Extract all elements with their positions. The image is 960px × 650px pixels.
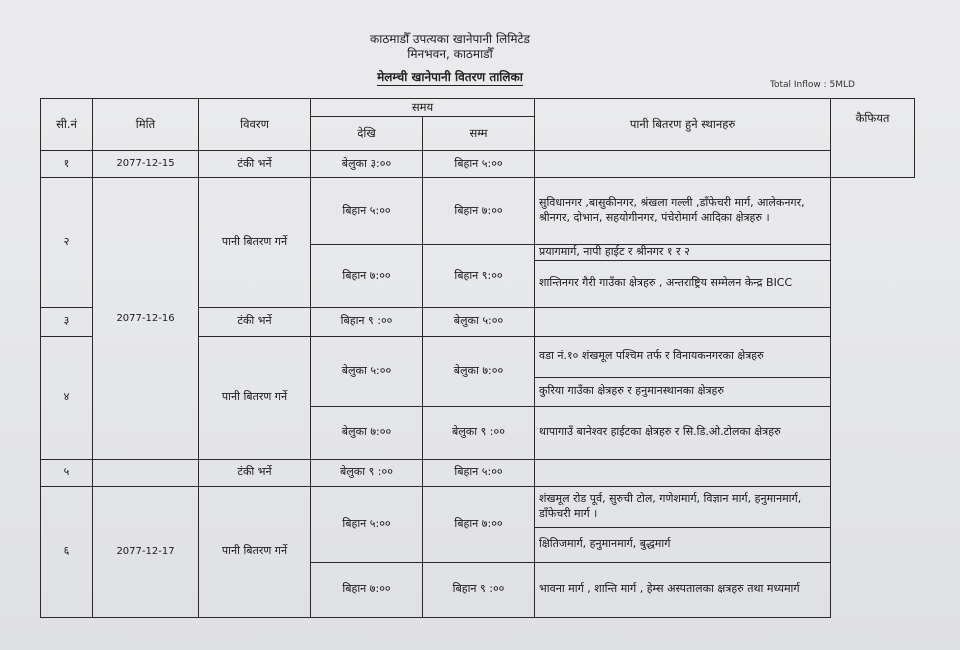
cell-to: बेलुका ९ :०० [423,406,535,459]
cell-to: बिहान ९:०० [423,245,535,308]
cell-places: कुरिया गाउँका क्षेत्रहरु र हनुमानस्थानका क्षेत्रहरु [535,377,831,406]
table-row [41,178,915,245]
cell-to: बिहान ९ :०० [423,562,535,617]
cell-from: बिहान ७:०० [311,245,423,308]
cell-to: बिहान ५:०० [423,151,535,178]
cell-places: क्षितिजमार्ग, हनुमानमार्ग, बुद्धमार्ग [535,527,831,562]
cell-places: शंखमूल रोड पूर्व, सुरुची टोल, गणेशमार्ग, विज्ञान मार्ग, हनुमानमार्ग, डाँफेचरी मार्ग । [535,486,831,527]
col-header-to: सम्म [423,117,535,151]
cell-sn: ३ [41,307,93,336]
cell-description: पानी बितरण गर्ने [199,336,311,459]
cell-places: थापागाउँ बानेश्वर हाईटका क्षेत्रहरु र सि.डि.ओ.टोलका क्षेत्रहरु [535,406,831,459]
cell-places: सुविधानगर ,बासुकीनगर, श्रंखला गल्ली ,डाँफेचरी मार्ग, आलेकनगर, श्रीनगर, दोभान, सहयोगीनगर, पंचेरोमार्ग आदिका क्षेत्रहरु । [535,178,831,245]
organization-name: काठमाडौँ उपत्यका खानेपानी लिमिटेड [370,32,530,46]
col-header-places: पानी बितरण हुने स्थानहरु [535,99,831,151]
header-row [41,99,915,117]
col-header-description: विवरण [199,99,311,151]
cell-from: बेलुका ७:०० [311,406,423,459]
cell-places: भावना मार्ग , शान्ति मार्ग , हेम्स अस्पतालका क्षत्रहरु तथा मध्यमार्ग [535,562,831,617]
cell-places: वडा नं.१० शंखमूल पश्चिम तर्फ र विनायकनगरका क्षेत्रहरु [535,336,831,377]
table-row [41,459,915,486]
cell-places [535,151,831,178]
table-row [41,151,915,178]
cell-to: बिहान ७:०० [423,178,535,245]
cell-date: 2077-12-16 [93,178,199,460]
cell-description: पानी बितरण गर्ने [199,178,311,308]
cell-from: बिहान ७:०० [311,562,423,617]
cell-sn: ६ [41,486,93,617]
cell-places [535,307,831,336]
cell-from: बिहान ५:०० [311,178,423,245]
table-row [41,486,915,527]
organization-address: मिनभवन, काठमाडौँ [407,47,493,61]
cell-to: बेलुका ७:०० [423,336,535,406]
cell-to: बिहान ५:०० [423,459,535,486]
cell-to: बिहान ७:०० [423,486,535,562]
cell-date [93,459,199,486]
cell-sn: २ [41,178,93,308]
cell-description: टंकी भर्ने [199,307,311,336]
cell-places: शान्तिनगर गैरी गाउँका क्षेत्रहरु , अन्तराष्ट्रिय सम्मेलन केन्द्र BICC [535,260,831,307]
cell-description: टंकी भर्ने [199,459,311,486]
cell-from: बेलुका ३:०० [311,151,423,178]
cell-sn: ५ [41,459,93,486]
total-inflow: Total Inflow : 5MLD [770,80,855,90]
col-header-remarks: कैफियत [831,99,915,178]
col-header-from: देखि [311,117,423,151]
cell-from: बिहान ९ :०० [311,307,423,336]
cell-from: बिहान ५:०० [311,486,423,562]
cell-description: टंकी भर्ने [199,151,311,178]
document-title: मेलम्ची खानेपानी वितरण तालिका [377,70,523,84]
col-header-time: समय [311,99,535,117]
cell-sn: ४ [41,336,93,459]
cell-places [535,459,831,486]
cell-sn: १ [41,151,93,178]
col-header-date: मिति [93,99,199,151]
cell-description: पानी बितरण गर्ने [199,486,311,617]
distribution-schedule-table [40,98,915,618]
cell-date: 2077-12-17 [93,486,199,617]
col-header-sn: सी.नं [41,99,93,151]
cell-places: प्रयागमार्ग, नापी हाईट र श्रीनगर १ र २ [535,245,831,261]
cell-from: बेलुका ५:०० [311,336,423,406]
cell-to: बेलुका ५:०० [423,307,535,336]
cell-date: 2077-12-15 [93,151,199,178]
cell-from: बेलुका ९ :०० [311,459,423,486]
